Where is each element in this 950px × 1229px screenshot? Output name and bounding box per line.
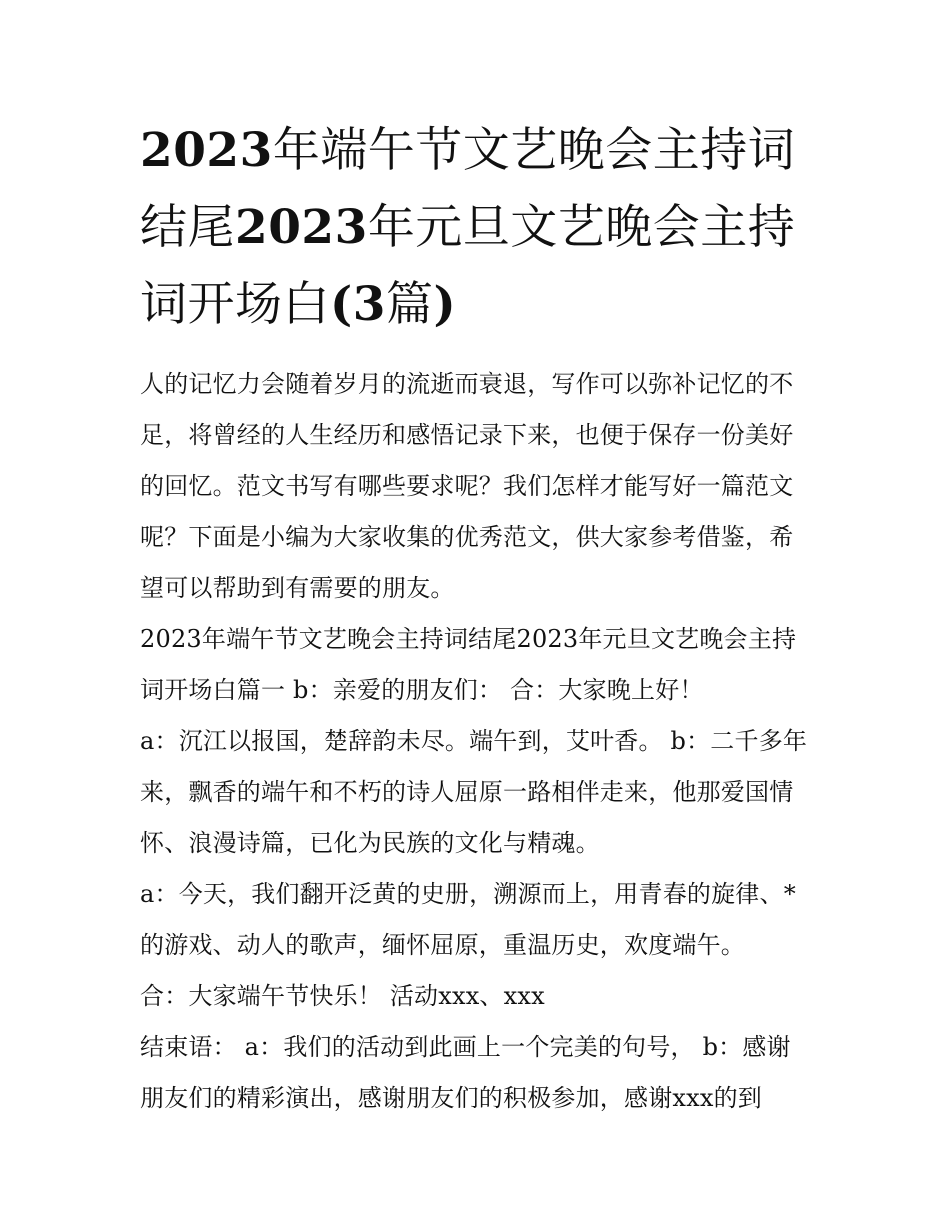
body-paragraph-closing: 结束语： a：我们的活动到此画上一个完美的句号， b：感谢朋友们的精彩演出，感谢朋友们的积极参加，感谢xxx的到 xyxy=(140,1033,791,1112)
body-paragraph-opening: 2023年端午节文艺晚会主持词结尾2023年元旦文艺晚会主持词开场白篇一 b：亲爱的朋友们： 合：大家晚上好！ xyxy=(140,625,797,704)
intro-paragraph: 人的记忆力会随着岁月的流逝而衰退，写作可以弥补记忆的不足，将曾经的人生经历和感悟记录下来，也便于保存一份美好的回忆。范文书写有哪些要求呢？我们怎样才能写好一篇范文呢？下面是小编为大家收集的优秀范文，供大家参考借鉴，希望可以帮助到有需要的朋友。 xyxy=(140,370,794,602)
document-page xyxy=(140,112,812,1124)
body-paragraph-a-today: a：今天，我们翻开泛黄的史册，溯源而上，用青春的旋律、*的游戏、动人的歌声，缅怀屈原，重温历史，欢度端午。 xyxy=(140,880,796,959)
body-paragraph-a-opening: a：沉江以报国，楚辞韵未尽。端午到，艾叶香。 b：二千多年来，飘香的端午和不朽的诗人屈原一路相伴走来，他那爱国情怀、浪漫诗篇，已化为民族的文化与精魂。 xyxy=(140,727,808,857)
document-title: 2023年端午节文艺晚会主持词结尾2023年元旦文艺晚会主持词开场白(3篇) xyxy=(140,123,796,332)
body-paragraph-greeting: 合：大家端午节快乐！ 活动xxx、xxx xyxy=(140,982,545,1010)
